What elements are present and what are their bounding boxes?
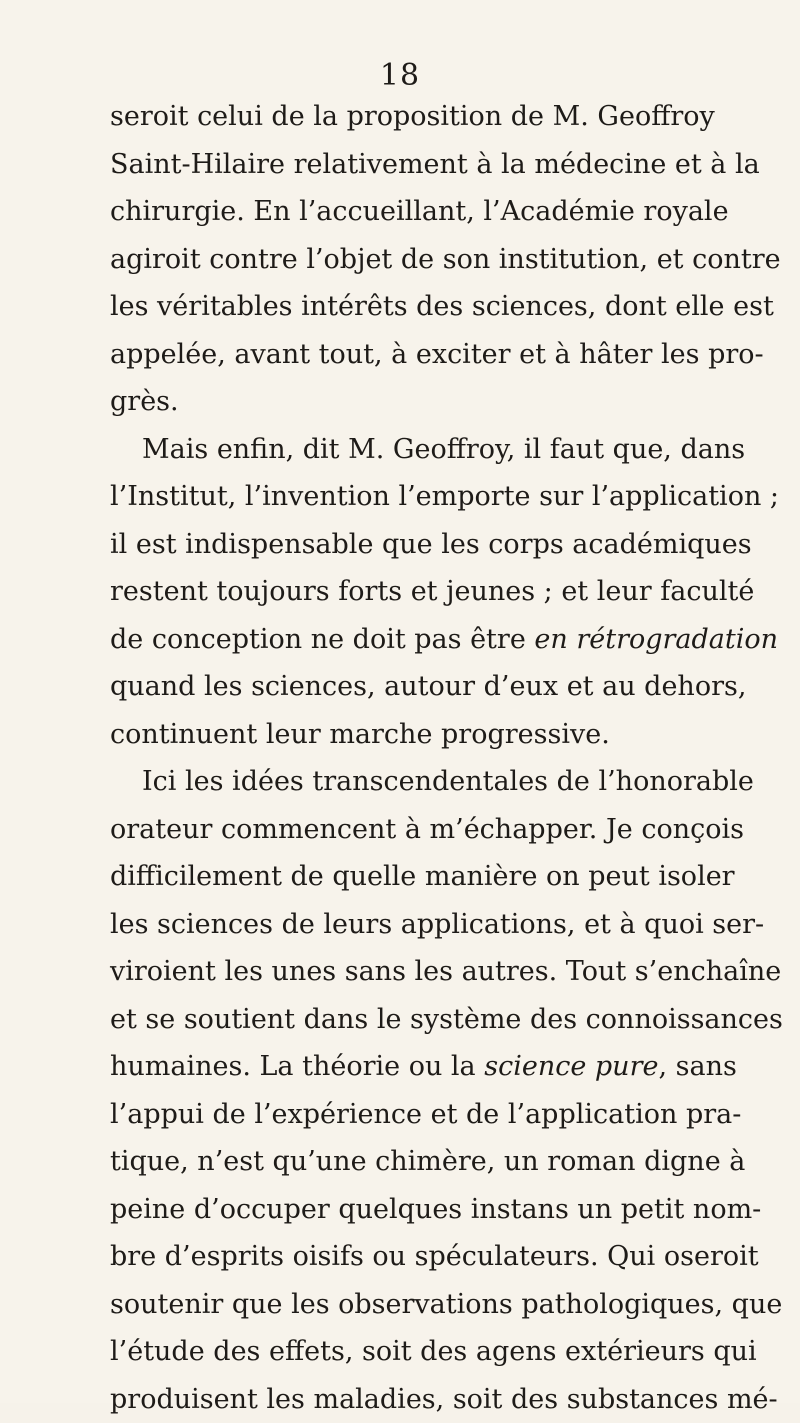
- paragraph-start-line: Mais enfin, dit M. Geoffroy, il faut que, dans: [110, 426, 695, 474]
- text-line: il est indispensable que les corps académiques: [110, 521, 695, 569]
- text-line: orateur commencent à m’échapper. Je conçois: [110, 806, 695, 854]
- text-line: l’appui de l’expérience et de l’application pra-: [110, 1091, 695, 1139]
- italic-phrase: science pure: [484, 1051, 658, 1082]
- text-line: Saint-Hilaire relativement à la médecine et à la: [110, 141, 695, 189]
- text-line: l’Institut, l’invention l’emporte sur l’application ;: [110, 473, 695, 521]
- text-line: appelée, avant tout, à exciter et à hâter les pro-: [110, 331, 695, 379]
- text-line: et se soutient dans le système des connoissances: [110, 996, 695, 1044]
- text-segment: , sans: [658, 1051, 736, 1082]
- text-line: chirurgie. En l’accueillant, l’Académie royale: [110, 188, 695, 236]
- text-line: soutenir que les observations pathologiques, que: [110, 1281, 695, 1329]
- text-line: tique, n’est qu’une chimère, un roman digne à: [110, 1138, 695, 1186]
- italic-phrase: en rétrogradation: [534, 624, 778, 655]
- text-line: bre d’esprits oisifs ou spéculateurs. Qui oseroit: [110, 1233, 695, 1281]
- text-line: quand les sciences, autour d’eux et au dehors,: [110, 663, 695, 711]
- text-line: produisent les maladies, soit des substances mé-: [110, 1376, 695, 1423]
- text-line: l’étude des effets, soit des agens extérieurs qui: [110, 1328, 695, 1376]
- body-text: [110, 93, 695, 1423]
- text-segment: humaines. La théorie ou la: [110, 1051, 484, 1082]
- text-line: peine d’occuper quelques instans un petit nom-: [110, 1186, 695, 1234]
- text-line: difficilement de quelle manière on peut isoler: [110, 853, 695, 901]
- text-line: restent toujours forts et jeunes ; et leur faculté: [110, 568, 695, 616]
- paragraph-start-line: Ici les idées transcendentales de l’honorable: [110, 758, 695, 806]
- text-segment: de conception ne doit pas être: [110, 624, 534, 655]
- text-line: les sciences de leurs applications, et à quoi ser-: [110, 901, 695, 949]
- paragraph-end-line: continuent leur marche progressive.: [110, 711, 695, 759]
- text-line: agiroit contre l’objet de son institution, et contre: [110, 236, 695, 284]
- text-line-with-italic: [110, 616, 695, 664]
- text-line: les véritables intérêts des sciences, dont elle est: [110, 283, 695, 331]
- text-line: viroient les unes sans les autres. Tout s’enchaîne: [110, 948, 695, 996]
- paragraph-end-line: grès.: [110, 378, 695, 426]
- text-line-with-italic: [110, 1043, 695, 1091]
- page-number: 18: [0, 58, 800, 93]
- text-line: seroit celui de la proposition de M. Geoffroy: [110, 93, 695, 141]
